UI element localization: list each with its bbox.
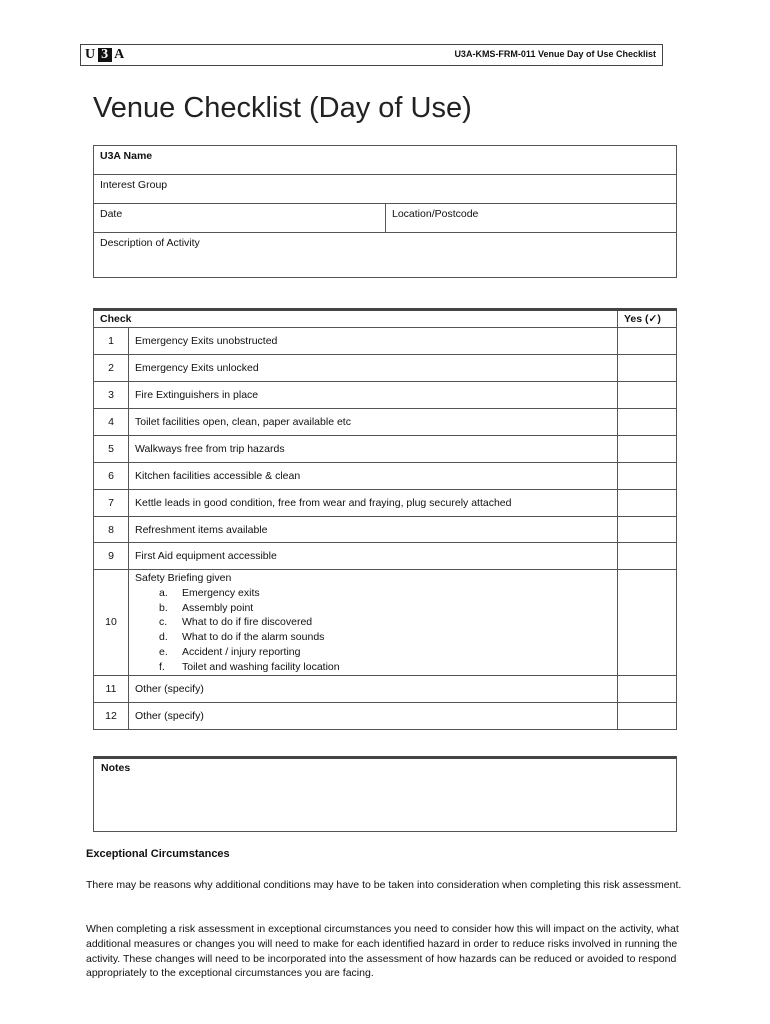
table-row	[94, 702, 677, 729]
check-number: 1	[94, 328, 129, 355]
table-row	[94, 543, 677, 570]
check-text: Emergency Exits unobstructed	[129, 328, 618, 355]
list-marker: c.	[159, 616, 168, 629]
check-number: 6	[94, 463, 129, 490]
location-label: Location/Postcode	[392, 208, 479, 220]
briefing-sublist	[135, 586, 611, 675]
yes-checkbox-cell[interactable]	[618, 675, 677, 702]
check-number: 3	[94, 382, 129, 409]
table-row	[94, 570, 677, 676]
check-text: Emergency Exits unlocked	[129, 355, 618, 382]
list-item	[135, 601, 611, 616]
list-text: What to do if the alarm sounds	[182, 631, 325, 644]
list-text: Emergency exits	[182, 586, 260, 599]
list-marker: e.	[159, 645, 168, 658]
list-marker: a.	[159, 586, 168, 599]
list-marker: d.	[159, 631, 168, 644]
form-id: U3A-KMS-FRM-011 Venue Day of Use Checklist	[454, 49, 656, 59]
table-row	[94, 436, 677, 463]
document-header	[80, 44, 663, 66]
interest-group-label: Interest Group	[100, 179, 168, 191]
checklist-table	[93, 308, 677, 730]
description-field[interactable]	[94, 233, 677, 278]
list-item	[135, 645, 611, 660]
check-text: Toilet facilities open, clean, paper available etc	[129, 409, 618, 436]
exceptional-paragraph-2: When completing a risk assessment in exceptional circumstances you need to consider how this will impact on the activity, what additional measures or changes you will need to make for each identified hazard in order to reduce risks involved in running the activity. These changes will need to be incorporated into the assessment of how hazards can be reduced or avoided to respond appropriately to the exceptional circumstances you are facing.	[86, 923, 679, 980]
table-row	[94, 328, 677, 355]
location-field[interactable]	[386, 204, 677, 233]
logo-letter-a: A	[114, 47, 126, 62]
yes-checkbox-cell[interactable]	[618, 328, 677, 355]
check-text: Other (specify)	[129, 702, 618, 729]
check-number: 11	[94, 675, 129, 702]
check-text: Refreshment items available	[129, 517, 618, 543]
interest-group-field[interactable]	[94, 175, 677, 204]
yes-checkbox-cell[interactable]	[618, 570, 677, 676]
table-row	[94, 355, 677, 382]
list-marker: f.	[159, 660, 165, 673]
table-row	[94, 382, 677, 409]
check-text: Walkways free from trip hazards	[129, 436, 618, 463]
u3a-name-field[interactable]	[94, 146, 677, 175]
notes-box[interactable]	[93, 756, 677, 832]
date-field[interactable]	[94, 204, 386, 233]
yes-checkbox-cell[interactable]	[618, 517, 677, 543]
check-text: Kettle leads in good condition, free from wear and fraying, plug securely attached	[129, 490, 618, 517]
check-number: 8	[94, 517, 129, 543]
check-text-briefing	[129, 570, 618, 676]
list-text: Accident / injury reporting	[182, 645, 301, 658]
table-row	[94, 675, 677, 702]
list-item	[135, 660, 611, 675]
check-text: Fire Extinguishers in place	[129, 382, 618, 409]
yes-checkbox-cell[interactable]	[618, 382, 677, 409]
u3a-logo	[85, 48, 125, 62]
list-text: Toilet and washing facility location	[182, 660, 340, 673]
table-row	[94, 490, 677, 517]
yes-column-header: Yes (✓)	[618, 310, 677, 328]
briefing-title: Safety Briefing given	[135, 572, 232, 584]
date-label: Date	[100, 208, 123, 220]
check-text: Kitchen facilities accessible & clean	[129, 463, 618, 490]
u3a-name-label: U3A Name	[100, 150, 153, 162]
yes-checkbox-cell[interactable]	[618, 702, 677, 729]
yes-checkbox-cell[interactable]	[618, 436, 677, 463]
logo-letter-3: 3	[98, 48, 112, 62]
check-number: 12	[94, 702, 129, 729]
list-text: Assembly point	[182, 601, 254, 614]
page-title: Venue Checklist (Day of Use)	[93, 92, 472, 124]
info-table	[93, 145, 677, 278]
list-item	[135, 586, 611, 601]
check-text: First Aid equipment accessible	[129, 543, 618, 570]
check-number: 5	[94, 436, 129, 463]
yes-checkbox-cell[interactable]	[618, 463, 677, 490]
check-number: 4	[94, 409, 129, 436]
check-number: 10	[94, 570, 129, 676]
check-number: 2	[94, 355, 129, 382]
exceptional-paragraph-1: There may be reasons why additional conditions may have to be taken into consideration when completing this risk assessment.	[86, 879, 682, 891]
list-text: What to do if fire discovered	[182, 616, 313, 629]
list-item	[135, 615, 611, 630]
check-number: 9	[94, 543, 129, 570]
description-label: Description of Activity	[100, 237, 200, 249]
exceptional-heading: Exceptional Circumstances	[86, 848, 230, 860]
table-row	[94, 409, 677, 436]
check-text: Other (specify)	[129, 675, 618, 702]
table-row	[94, 517, 677, 543]
yes-checkbox-cell[interactable]	[618, 543, 677, 570]
logo-letter-u: U	[85, 47, 97, 62]
yes-checkbox-cell[interactable]	[618, 355, 677, 382]
yes-checkbox-cell[interactable]	[618, 490, 677, 517]
list-marker: b.	[159, 601, 168, 614]
check-column-header: Check	[94, 310, 618, 328]
notes-label: Notes	[101, 762, 131, 774]
table-row	[94, 463, 677, 490]
yes-checkbox-cell[interactable]	[618, 409, 677, 436]
list-item	[135, 630, 611, 645]
check-number: 7	[94, 490, 129, 517]
